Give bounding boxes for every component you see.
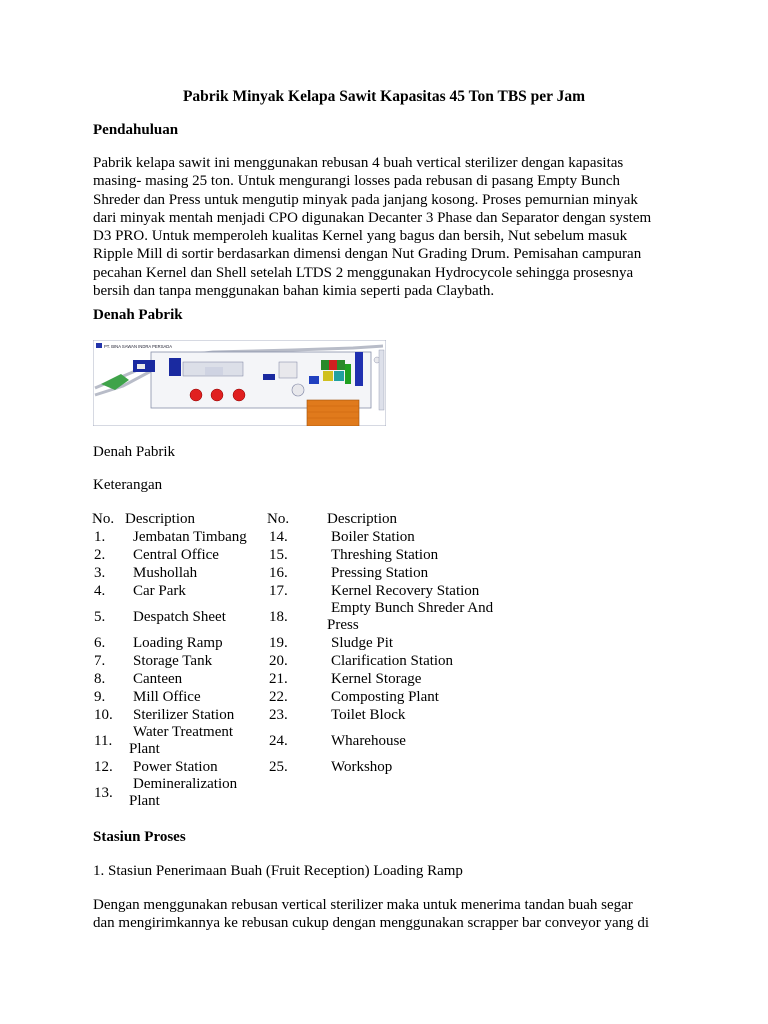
legend-description bbox=[125, 528, 265, 546]
legend-description-line: Composting Plant bbox=[331, 688, 439, 705]
factory-layout-map bbox=[93, 340, 386, 426]
legend-description-2 bbox=[327, 670, 527, 688]
legend-description bbox=[125, 600, 265, 634]
intro-line: Shreder dan Press untuk mengutip minyak pada janjang kosong. Proses pemurnian minyak bbox=[93, 191, 638, 208]
legend-description-line: Loading Ramp bbox=[133, 634, 223, 651]
legend-row bbox=[88, 706, 527, 724]
legend-number: 9. bbox=[94, 688, 106, 705]
legend-description bbox=[125, 688, 265, 706]
legend-number-2 bbox=[265, 776, 327, 810]
legend-description-2 bbox=[327, 546, 527, 564]
legend-description-line: Workshop bbox=[331, 758, 393, 775]
legend-number: 7. bbox=[94, 652, 106, 669]
process-line: Dengan menggunakan rebusan vertical sterilizer maka untuk menerima tandan buah segar bbox=[93, 897, 633, 913]
legend-description-2 bbox=[327, 776, 527, 810]
intro-line: Pabrik kelapa sawit ini menggunakan rebusan 4 buah vertical sterilizer dengan kapasitas bbox=[93, 155, 624, 171]
intro-line: dari minyak mentah menjadi CPO digunakan Decanter 3 Phase dan Separator dengan system bbox=[93, 209, 652, 226]
legend-heading: Keterangan bbox=[93, 477, 163, 493]
legend-description-2 bbox=[327, 724, 527, 758]
legend-number-2: 20. bbox=[269, 652, 288, 669]
legend-row bbox=[88, 546, 527, 564]
legend-number: 11. bbox=[94, 732, 113, 749]
legend-description-2 bbox=[327, 528, 527, 546]
legend-header-description-2: Description bbox=[327, 510, 397, 527]
legend-description bbox=[125, 670, 265, 688]
legend-description-line: Water Treatment bbox=[133, 724, 234, 740]
legend-description-line: Sterilizer Station bbox=[133, 706, 235, 723]
legend-row bbox=[88, 634, 527, 652]
legend-description-line: Mill Office bbox=[133, 688, 201, 705]
map-caption: Denah Pabrik bbox=[93, 444, 176, 460]
legend-description-line: Storage Tank bbox=[133, 652, 213, 669]
legend-header-description: Description bbox=[125, 510, 195, 527]
legend-number-2: 18. bbox=[269, 608, 288, 625]
legend-row bbox=[88, 688, 527, 706]
process-line: dan mengirimkannya ke rebusan cukup dengan menggunakan scrapper bar conveyor yang di bbox=[93, 915, 650, 932]
legend-number: 8. bbox=[94, 670, 106, 687]
legend-description-line: Clarification Station bbox=[331, 652, 454, 669]
legend-table bbox=[88, 510, 527, 810]
legend-description-line: Canteen bbox=[133, 670, 183, 687]
legend-description-line: Wharehouse bbox=[331, 732, 406, 749]
legend-header-no-2: No. bbox=[267, 510, 290, 527]
process-item-title: 1. Stasiun Penerimaan Buah (Fruit Reception) Loading Ramp bbox=[93, 863, 463, 879]
process-heading: Stasiun Proses bbox=[93, 829, 186, 845]
legend-number: 5. bbox=[94, 608, 106, 625]
legend-number-2: 24. bbox=[269, 732, 288, 749]
legend-number-2: 14. bbox=[269, 528, 288, 545]
legend-number-2: 25. bbox=[269, 758, 288, 775]
intro-line: Ripple Mill di sortir berdasarkan dimensi dengan Nut Grading Drum. Pemisahan campuran bbox=[93, 246, 642, 263]
legend-description bbox=[125, 758, 265, 776]
legend-number: 13. bbox=[94, 784, 113, 801]
page-title: Pabrik Minyak Kelapa Sawit Kapasitas 45 Ton TBS per Jam bbox=[182, 88, 586, 105]
legend-description-line: Boiler Station bbox=[331, 528, 415, 545]
legend-row bbox=[88, 758, 527, 776]
intro-line: masing- masing 25 ton. Untuk mengurangi losses pada rebusan di pasang Empty Bunch bbox=[93, 173, 620, 190]
legend-number: 6. bbox=[94, 634, 106, 651]
legend-description-2 bbox=[327, 758, 527, 776]
legend-description bbox=[125, 724, 265, 758]
legend-description-line: Plant bbox=[129, 793, 160, 809]
legend-description bbox=[125, 564, 265, 582]
legend-number: 3. bbox=[94, 564, 106, 581]
legend-description-2 bbox=[327, 688, 527, 706]
legend-description bbox=[125, 776, 265, 810]
legend-description-line: Toilet Block bbox=[331, 706, 406, 723]
legend-description-line: Despatch Sheet bbox=[133, 608, 226, 625]
legend-description-line: Kernel Recovery Station bbox=[331, 582, 480, 599]
legend-description-2 bbox=[327, 706, 527, 724]
layout-heading: Denah Pabrik bbox=[93, 307, 183, 323]
legend-row bbox=[88, 582, 527, 600]
intro-line: bersih dan tanpa menggunakan bahan kimia seperti pada Claybath. bbox=[93, 283, 495, 300]
legend-description-line: Mushollah bbox=[133, 564, 198, 581]
legend-description-line: Empty Bunch Shreder And bbox=[331, 600, 494, 616]
legend-row bbox=[88, 670, 527, 688]
legend-description-2 bbox=[327, 634, 527, 652]
intro-line: pecahan Kernel dan Shell setelah LTDS 2 menggunakan Hydrocycole sehingga prosesnya bbox=[93, 264, 634, 281]
legend-description-line: Pressing Station bbox=[331, 564, 429, 581]
legend-description-2 bbox=[327, 564, 527, 582]
legend-number-2: 17. bbox=[269, 582, 288, 599]
legend-number-2: 21. bbox=[269, 670, 288, 687]
legend-number: 12. bbox=[94, 758, 113, 775]
legend-description-line: Jembatan Timbang bbox=[133, 528, 247, 545]
legend-row bbox=[88, 724, 527, 758]
intro-heading: Pendahuluan bbox=[93, 122, 179, 138]
process-paragraph bbox=[93, 896, 683, 933]
legend-number-2: 23. bbox=[269, 706, 288, 723]
legend-description-line: Plant bbox=[129, 741, 160, 757]
legend-number: 1. bbox=[94, 528, 106, 545]
legend-number: 4. bbox=[94, 582, 106, 599]
legend-number: 10. bbox=[94, 706, 113, 723]
legend-description bbox=[125, 582, 265, 600]
legend-number: 2. bbox=[94, 546, 106, 563]
legend-description bbox=[125, 706, 265, 724]
intro-line: D3 PRO. Untuk memperoleh kualitas Kernel yang bagus dan bersih, Nut sebelum masuk bbox=[93, 228, 628, 245]
legend-number-2: 15. bbox=[269, 546, 288, 563]
legend-description-2 bbox=[327, 582, 527, 600]
legend-description-line: Demineralization bbox=[133, 776, 238, 792]
legend-description-line: Car Park bbox=[133, 582, 186, 599]
legend-description bbox=[125, 652, 265, 670]
legend-number-2: 19. bbox=[269, 634, 288, 651]
legend-row bbox=[88, 652, 527, 670]
intro-paragraph bbox=[93, 154, 683, 300]
map-header-label: PT. BINA SAWAN INDRA PERSADA bbox=[104, 344, 173, 349]
legend-row bbox=[88, 528, 527, 546]
legend-description-line: Sludge Pit bbox=[331, 634, 394, 651]
legend-header-row bbox=[88, 510, 527, 528]
legend-description bbox=[125, 634, 265, 652]
legend-number-2: 22. bbox=[269, 688, 288, 705]
legend-row bbox=[88, 776, 527, 810]
legend-description bbox=[125, 546, 265, 564]
legend-description-line: Central Office bbox=[133, 546, 219, 563]
legend-description-line: Press bbox=[327, 617, 359, 633]
legend-row bbox=[88, 564, 527, 582]
legend-number-2: 16. bbox=[269, 564, 288, 581]
legend-description-line: Kernel Storage bbox=[331, 670, 422, 687]
legend-description-2 bbox=[327, 652, 527, 670]
legend-description-2 bbox=[327, 600, 527, 634]
legend-description-line: Threshing Station bbox=[331, 546, 439, 563]
legend-description-line: Power Station bbox=[133, 758, 218, 775]
legend-row bbox=[88, 600, 527, 634]
legend-header-no: No. bbox=[92, 510, 115, 527]
